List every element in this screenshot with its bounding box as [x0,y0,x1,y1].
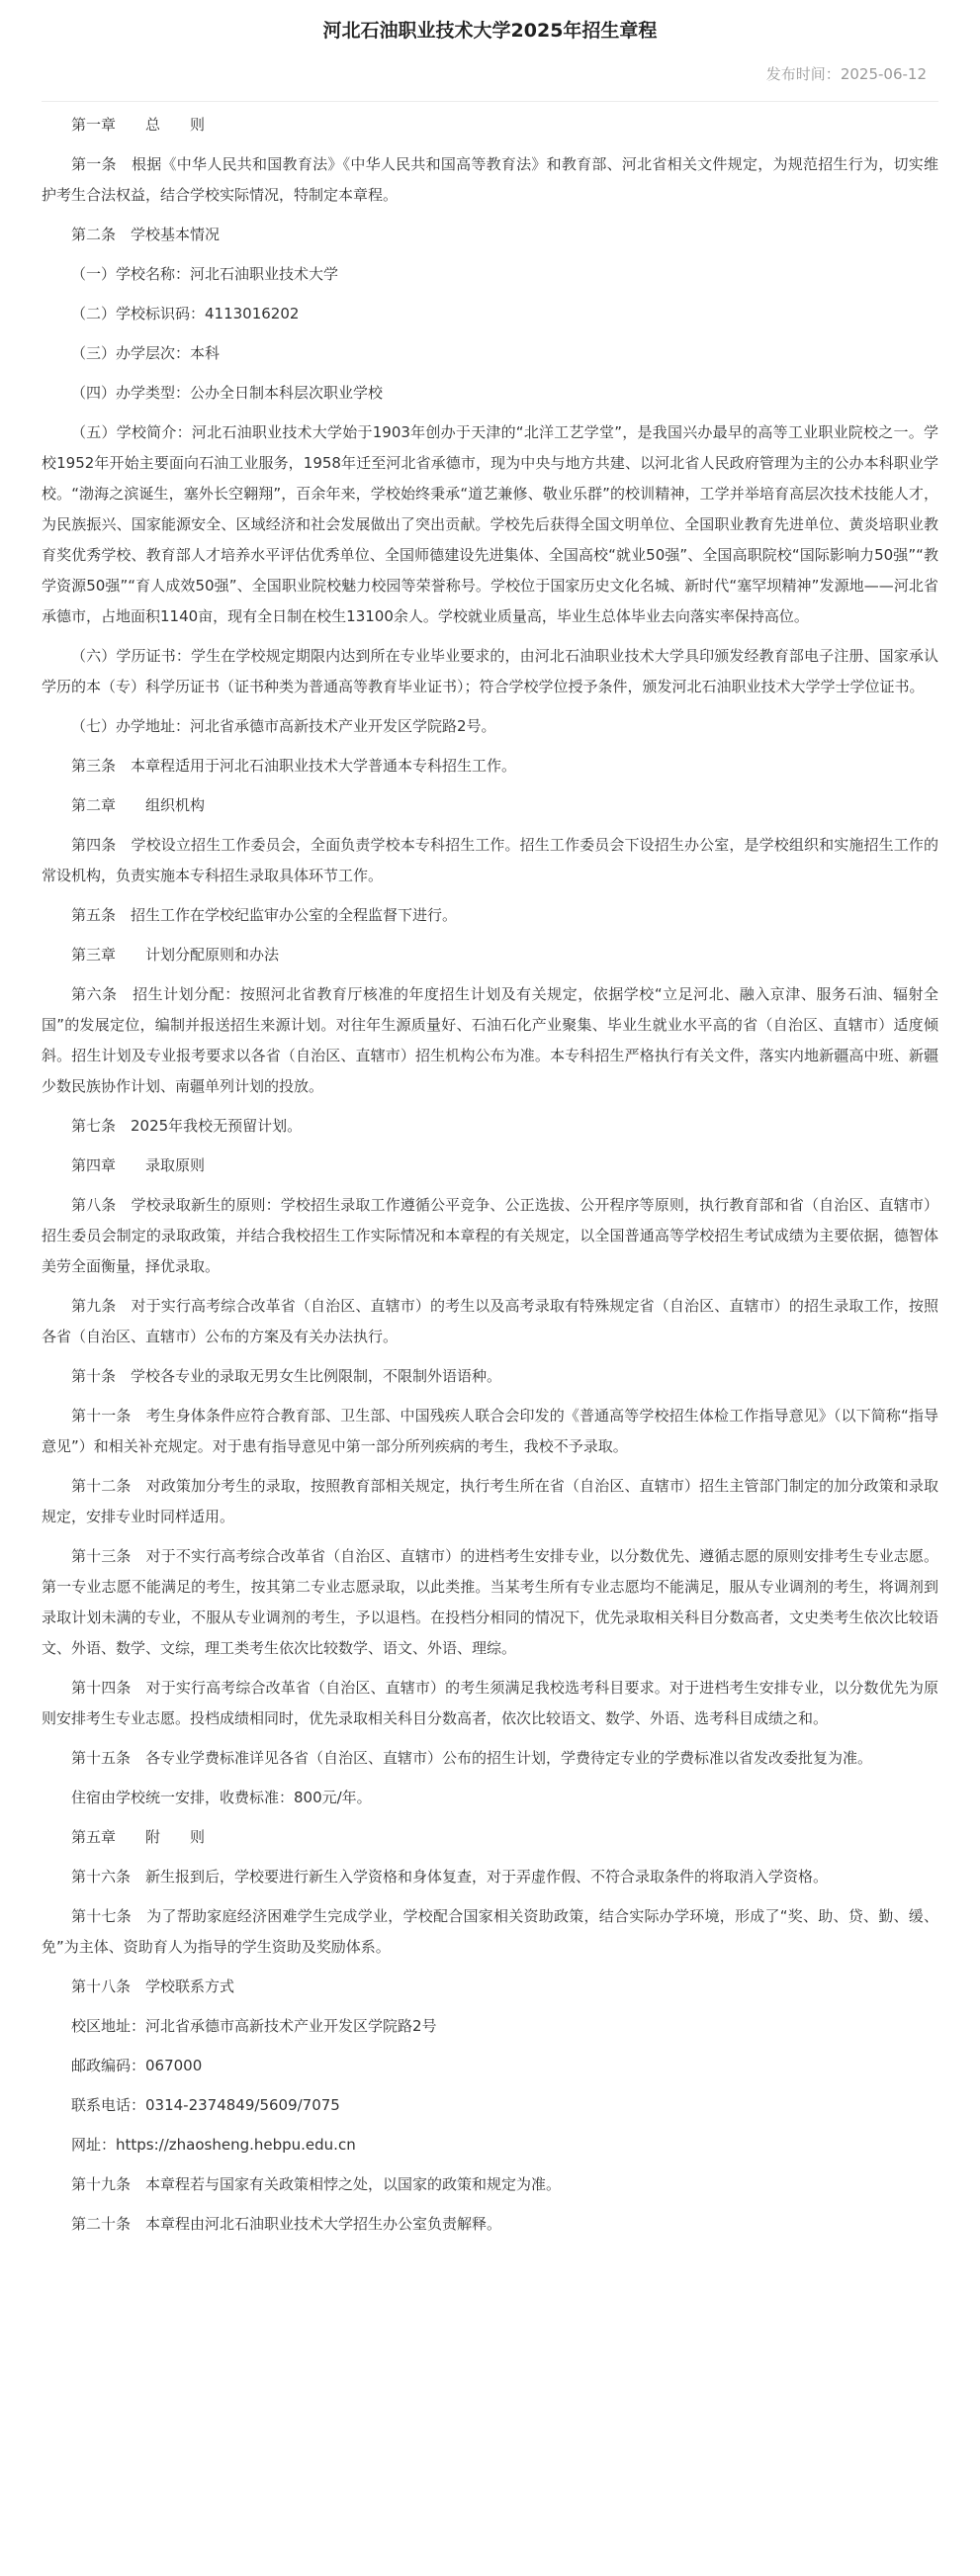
title-divider [42,101,938,102]
article-paragraph: （二）学校标识码：4113016202 [71,305,300,322]
chapter-heading: 第二章 组织机构 [71,796,206,814]
publish-info [42,63,927,85]
article-paragraph: （一）学校名称：河北石油职业技术大学 [71,265,339,283]
article-paragraph: 第九条 对于实行高考综合改革省（自治区、直辖市）的考生以及高考录取有特殊规定省（自治区、直辖市）的招生录取工作，按照各省（自治区、直辖市）公布的方案及有关办法执行。 [42,1297,938,1345]
chapter-heading: 第四章 录取原则 [71,1156,206,1174]
article-paragraph: 第六条 招生计划分配：按照河北省教育厅核准的年度招生计划及有关规定，依据学校“立足河北、融入京津、服务石油、辐射全国”的发展定位，编制并报送招生来源计划。对往年生源质量好、石油石化产业聚集、毕业生就业水平高的省（自治区、直辖市）适度倾斜。招生计划及专业报考要求以各省（自治区、直辖市）招生机构公布为准。本专科招生严格执行有关文件，落实内地新疆高中班、新疆少数民族协作计划、南疆单列计划的投放。 [42,985,938,1095]
article-paragraph: 第十条 学校各专业的录取无男女生比例限制，不限制外语语种。 [71,1367,502,1385]
article-paragraph: 第十二条 对政策加分考生的录取，按照教育部相关规定，执行考生所在省（自治区、直辖市）招生主管部门制定的加分政策和录取规定，安排专业时同样适用。 [42,1477,938,1525]
article-paragraph: 第五条 招生工作在学校纪监审办公室的全程监督下进行。 [71,906,458,924]
publish-label: 发布时间： [765,65,841,83]
article-paragraph: 第十七条 为了帮助家庭经济困难学生完成学业，学校配合国家相关资助政策，结合实际办学环境，形成了“奖、助、贷、勤、缓、免”为主体、资助育人为指导的学生资助及奖励体系。 [42,1907,938,1956]
article-paragraph: （四）办学类型：公办全日制本科层次职业学校 [71,384,384,402]
article-body [42,110,938,2240]
article-paragraph: 第十八条 学校联系方式 [71,1978,235,1995]
article-paragraph: 第十一条 考生身体条件应符合教育部、卫生部、中国残疾人联合会印发的《普通高等学校招生体检工作指导意见》（以下简称“指导意见”）和相关补充规定。对于患有指导意见中第一部分所列疾病的考生，我校不予录取。 [42,1407,938,1455]
article-paragraph: （五）学校简介：河北石油职业技术大学始于1903年创办于天津的“北洋工艺学堂”，是我国兴办最早的高等工业职业院校之一。学校1952年开始主要面向石油工业服务，1958年迁至河北省承德市，现为中央与地方共建、以河北省人民政府管理为主的公办本科职业学校。“渤海之滨诞生，塞外长空翱翔”，百余年来，学校始终秉承“道艺兼修、敬业乐群”的校训精神，工学并举培育高层次技术技能人才，为民族振兴、国家能源安全、区域经济和社会发展做出了突出贡献。学校先后获得全国文明单位、全国职业教育先进单位、黄炎培职业教育奖优秀学校、教育部人才培养水平评估优秀单位、全国师德建设先进集体、全国高校“就业50强”、全国高职院校“国际影响力50强”“教学资源50强”“育人成效50强”、全国职业院校魅力校园等荣誉称号。学校位于国家历史文化名城、新时代“塞罕坝精神”发源地——河北省承德市，占地面积1140亩，现有全日制在校生13100余人。学校就业质量高，毕业生总体毕业去向落实率保持高位。 [42,423,938,625]
article-paragraph: （七）办学地址：河北省承德市高新技术产业开发区学院路2号。 [71,717,496,735]
article-paragraph: 住宿由学校统一安排，收费标准：800元/年。 [71,1789,372,1806]
article-paragraph: 校区地址：河北省承德市高新技术产业开发区学院路2号 [71,2017,437,2035]
article-paragraph: 联系电话：0314-2374849/5609/7075 [71,2096,340,2114]
article-paragraph: 第十六条 新生报到后，学校要进行新生入学资格和身体复查，对于弄虚作假、不符合录取条件的将取消入学资格。 [71,1868,829,1886]
article-paragraph: 第一条 根据《中华人民共和国教育法》《中华人民共和国高等教育法》和教育部、河北省相关文件规定，为规范招生行为，切实维护考生合法权益，结合学校实际情况，特制定本章程。 [42,155,938,204]
chapter-heading: 第一章 总 则 [71,116,206,134]
article-paragraph: 第十五条 各专业学费标准详见各省（自治区、直辖市）公布的招生计划，学费待定专业的学费标准以省发改委批复为准。 [71,1749,873,1767]
article-paragraph: 第十三条 对于不实行高考综合改革省（自治区、直辖市）的进档考生安排专业，以分数优先、遵循志愿的原则安排考生专业志愿。第一专业志愿不能满足的考生，按其第二专业志愿录取，以此类推。当某考生所有专业志愿均不能满足，服从专业调剂的考生，将调剂到录取计划未满的专业，不服从专业调剂的考生，予以退档。在投档分相同的情况下，优先录取相关科目分数高者，文史类考生依次比较语文、外语、数学、文综，理工类考生依次比较数学、语文、外语、理综。 [42,1547,938,1657]
article-paragraph: 第二条 学校基本情况 [71,226,221,243]
article-paragraph: 第三条 本章程适用于河北石油职业技术大学普通本专科招生工作。 [71,757,517,775]
article-paragraph: 第十九条 本章程若与国家有关政策相悖之处，以国家的政策和规定为准。 [71,2175,562,2193]
article-paragraph: 邮政编码：067000 [71,2057,203,2074]
article-paragraph: 网址：https://zhaosheng.hebpu.edu.cn [71,2136,356,2154]
publish-date: 2025-06-12 [840,65,927,83]
chapter-heading: 第五章 附 则 [71,1828,206,1846]
article-paragraph: 第八条 学校录取新生的原则：学校招生录取工作遵循公平竞争、公正选拔、公开程序等原则，执行教育部和省（自治区、直辖市）招生委员会制定的录取政策，并结合我校招生工作实际情况和本章程的有关规定，以全国普通高等学校招生考试成绩为主要依据，德智体美劳全面衡量，择优录取。 [42,1196,938,1275]
article-title: 河北石油职业技术大学2025年招生章程 [322,20,658,42]
chapter-heading: 第三章 计划分配原则和办法 [71,946,280,964]
article-paragraph: （六）学历证书：学生在学校规定期限内达到所在专业毕业要求的，由河北石油职业技术大学具印颁发经教育部电子注册、国家承认学历的本（专）科学历证书（证书种类为普通高等教育毕业证书）；符合学校学位授予条件，颁发河北石油职业技术大学学士学位证书。 [42,647,938,695]
article-paragraph: 第七条 2025年我校无预留计划。 [71,1117,303,1135]
article-paragraph: 第十四条 对于实行高考综合改革省（自治区、直辖市）的考生须满足我校选考科目要求。对于进档考生安排专业，以分数优先为原则安排考生专业志愿。投档成绩相同时，优先录取相关科目分数高者，依次比较语文、数学、外语、选考科目成绩之和。 [42,1679,938,1727]
article-paragraph: （三）办学层次：本科 [71,344,221,362]
article-paragraph: 第二十条 本章程由河北石油职业技术大学招生办公室负责解释。 [71,2215,502,2233]
article-paragraph: 第四条 学校设立招生工作委员会，全面负责学校本专科招生工作。招生工作委员会下设招生办公室，是学校组织和实施招生工作的常设机构，负责实施本专科招生录取具体环节工作。 [42,836,938,884]
